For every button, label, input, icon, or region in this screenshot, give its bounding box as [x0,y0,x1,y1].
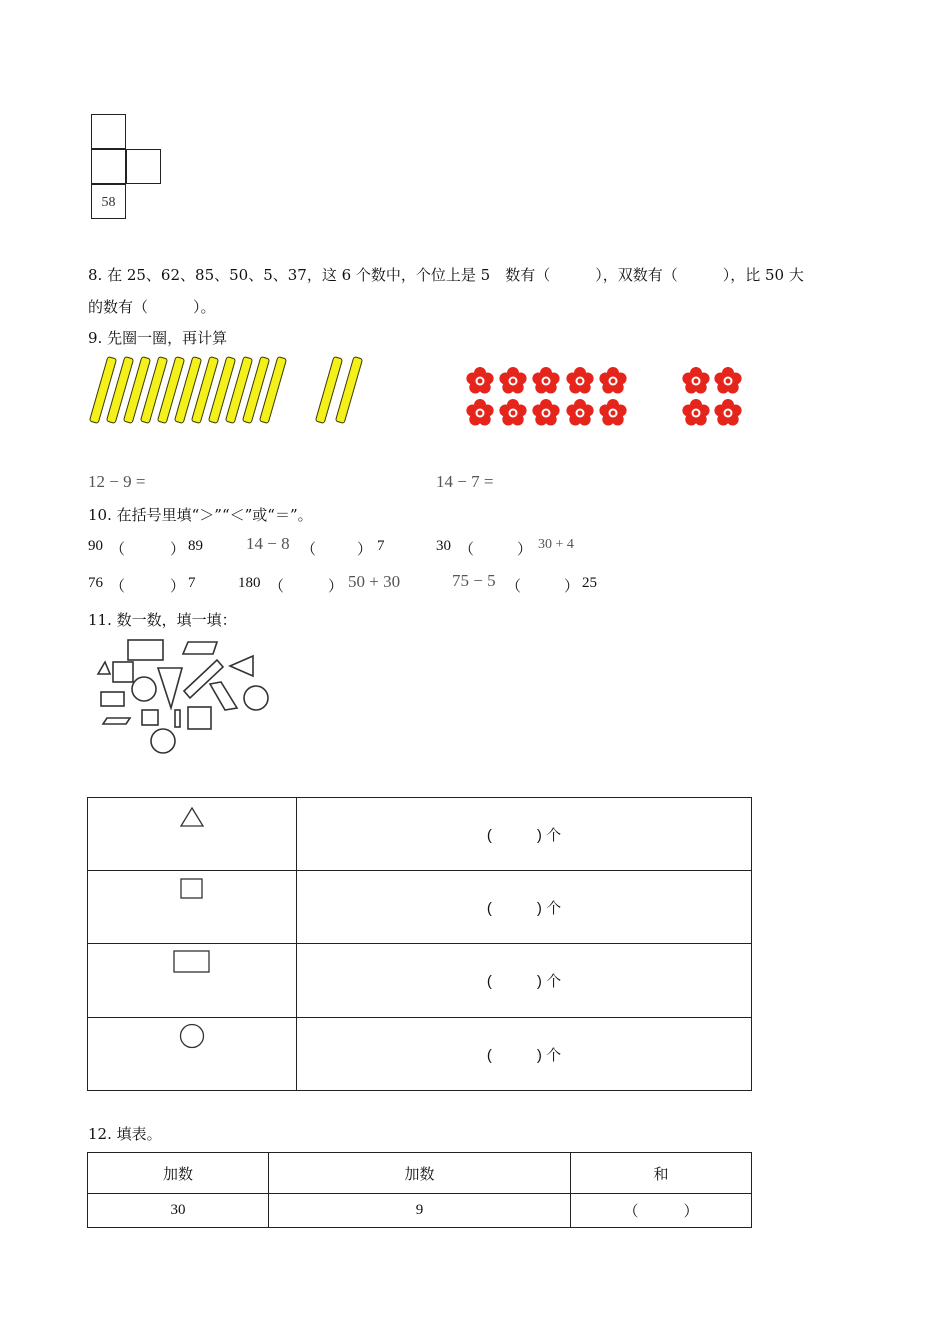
q10-r1c1-close: ） [170,541,186,558]
q10-r1c3-left: 30 [436,538,451,554]
flower-icon [682,399,709,426]
square-shape [188,707,211,729]
q10-r1c1-open: （ [110,541,126,558]
count-answer: ( ) 个 [486,899,562,917]
flower-icon [499,367,526,394]
count-answer: ( ) 个 [486,826,562,844]
circle-icon [178,1022,206,1050]
square-shape [113,662,133,682]
flower-icon [566,367,593,394]
header-cell: 和 [571,1153,752,1194]
flower-icon [599,367,626,394]
q9-expr2: 14 − 7 = [436,472,494,491]
square-shape [142,710,158,725]
q10-r1c3-open: （ [459,541,475,558]
data-cell: 9 [269,1194,571,1228]
shape-cell [88,944,297,1018]
parallelogram-shape [184,660,223,698]
flower-icon [682,367,709,394]
triangle-shape [230,656,253,676]
q9-expr1: 12 − 9 = [88,472,146,491]
data-cell: 30 [88,1194,269,1228]
rectangle-shape [101,692,124,706]
rectangle-shape [175,710,180,727]
answer-cell[interactable] [297,1018,752,1091]
flower-icon [566,399,593,426]
flowers-figure [0,0,950,450]
q10-r1c3-right: 30 + 4 [538,537,574,552]
count-answer: ( ) 个 [486,973,562,990]
q9-title: 9. 先圈一圈，再计算 [88,329,228,347]
q10-r1c2-right: 7 [377,538,385,554]
flower-icon [599,399,626,426]
parallelogram-shape [103,718,130,724]
q11-title: 11. 数一数，填一填： [88,611,237,629]
q10-r2c1-open: （ [110,578,126,595]
shape-cell [88,871,297,944]
q10-r1c1-right: 89 [188,538,203,554]
flower-icon [499,399,526,426]
square-icon [179,877,205,901]
q10-r2c2-left: 180 [238,575,261,591]
q10-r2c2-right: 50 + 30 [348,572,401,591]
q10-r2c2-open: （ [269,578,285,595]
q10-r2c3-open: （ [506,578,522,595]
q10-r2c1-right: 7 [188,575,196,591]
q10-r1c2-left: 14 − 8 [246,534,290,553]
triangle-shape [158,668,182,708]
circle-shape [244,686,268,710]
flower-icon [466,367,493,394]
flower-icon [532,367,559,394]
count-answer: ( ) 个 [486,1046,562,1064]
shape-count-table [87,797,752,1091]
flower-icon [714,399,741,426]
triangle-shape [98,662,110,674]
q10-r2c3-close: ） [564,578,580,595]
answer-cell[interactable]: （ ） [571,1194,752,1228]
q10-r1c2-open: （ [301,541,317,558]
q12-title: 12. 填表。 [88,1125,162,1143]
header-cell: 加数 [269,1153,571,1194]
answer-cell[interactable] [297,871,752,944]
q10-r1c3-close: ） [517,541,533,558]
header-cell: 加数 [88,1153,269,1194]
shape-cell [88,1018,297,1091]
q8-line2: 的数有（ ）。 [88,298,216,316]
q10-r2c3-right: 25 [582,575,597,591]
flower-icon [532,399,559,426]
shape-cell [88,798,297,871]
q8-line1: 8. 在 25、62、85、50、5、37，这 6 个数中，个位上是 5 数有（ ），双数有（ ），比 50 大 [88,266,804,284]
q10-r2c1-left: 76 [88,575,103,591]
answer-cell[interactable] [297,944,752,1018]
rectangle-icon [172,949,212,975]
circle-shape [132,677,156,701]
parallelogram-shape [183,642,217,654]
flower-icon [714,367,741,394]
circle-shape [151,729,175,753]
rectangle-shape [128,640,163,660]
q10-r1c2-close: ） [357,541,373,558]
q10-r1c1-left: 90 [88,538,103,554]
grid-value: 58 [101,195,116,210]
q10-title: 10. 在括号里填“＞”“＜”或“＝”。 [88,506,313,524]
shapes-figure [95,636,275,758]
addition-table [87,1152,752,1228]
q10-r2c3-left: 75 − 5 [452,571,496,590]
q10-r2c2-close: ） [328,578,344,595]
parallelogram-shape [210,682,237,710]
q10-r2c1-close: ） [170,578,186,595]
answer-cell[interactable] [297,798,752,871]
triangle-icon [179,806,205,828]
flower-icon [466,399,493,426]
